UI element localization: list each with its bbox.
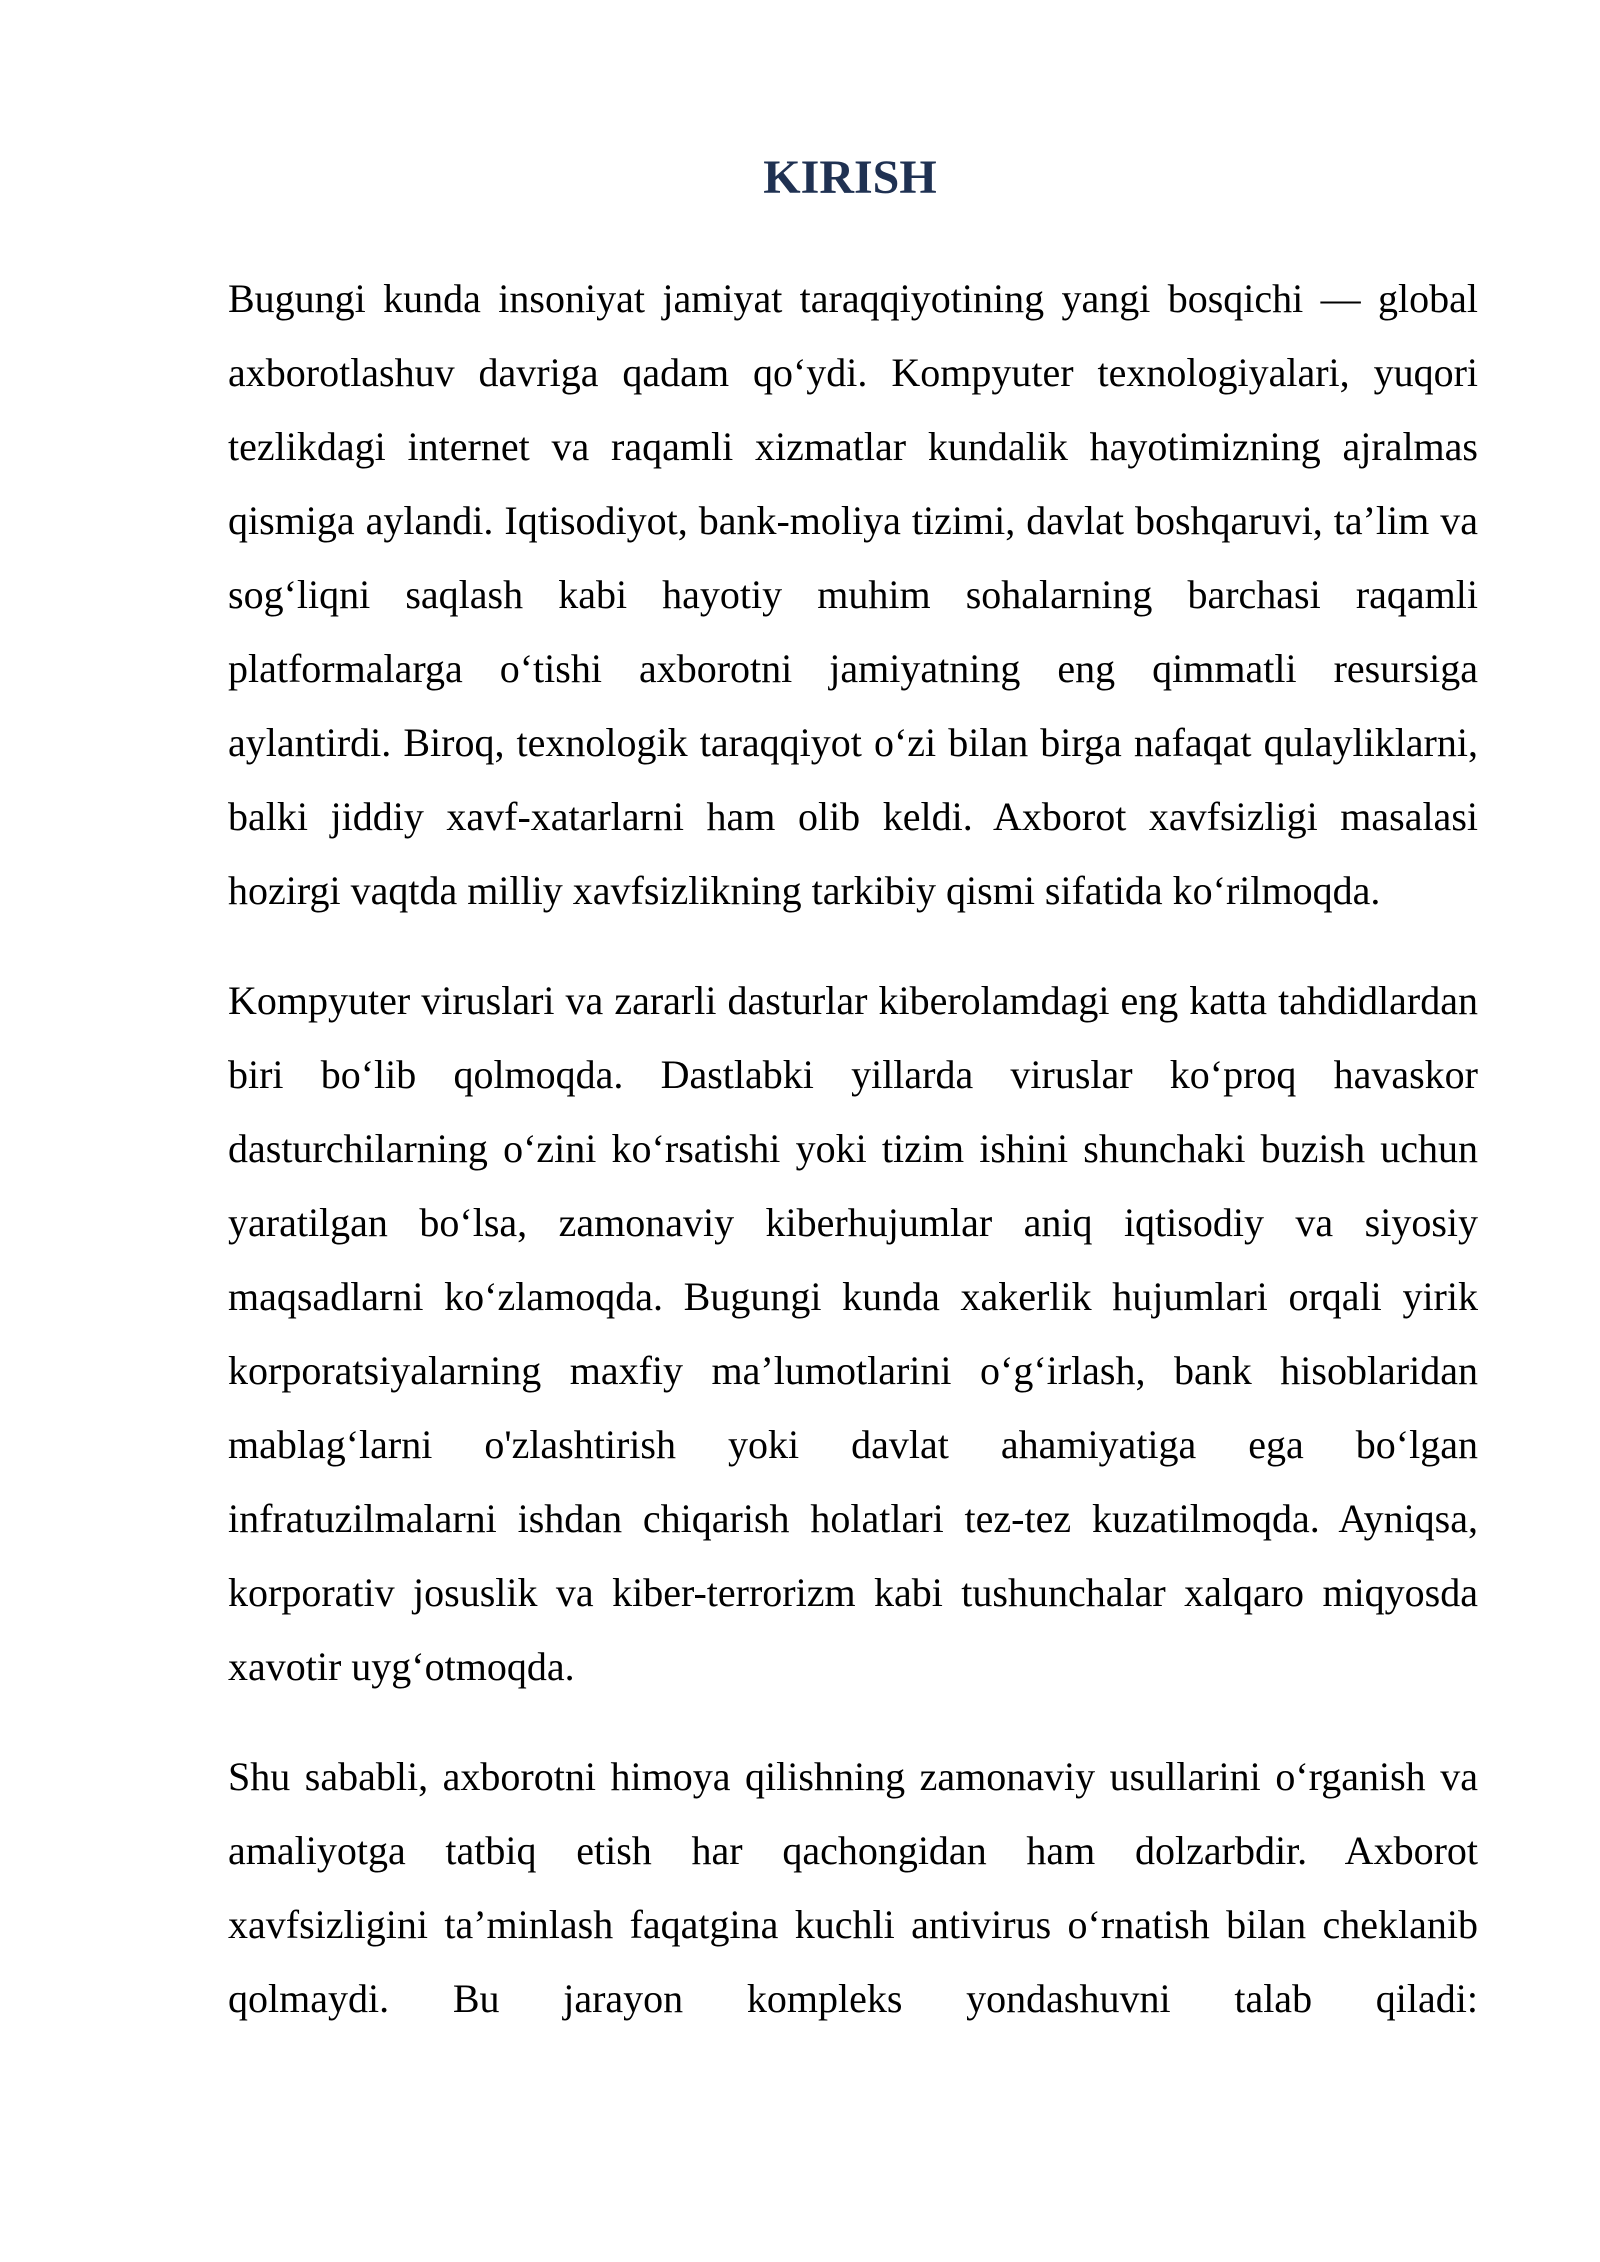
body-text: [228, 262, 1478, 2072]
paragraph-3: Shu sababli, axborotni himoya qilishning zamonaviy usullarini o‘rganish va amaliyotga tatbiq etish har qachongidan ham dolzarbdir. Axborot xavfsizligini ta’minlash faqatgina kuchli antivirus o‘rnatish bilan cheklanib qolmaydi. Bu jarayon kompleks yondashuvni talab qiladi:: [228, 1754, 1478, 2021]
paragraph-1: Bugungi kunda insoniyat jamiyat taraqqiyotining yangi bosqichi — global axborotlashuv davriga qadam qo‘ydi. Kompyuter texnologiyalari, yuqori tezlikdagi internet va raqamli xizmatlar kundalik hayotimizning ajralmas qismiga aylandi. Iqtisodiyot, bank-moliya tizimi, davlat boshqaruvi, ta’lim va sog‘liqni saqlash kabi hayotiy muhim sohalarning barchasi raqamli platformalarga o‘tishi axborotni jamiyatning eng qimmatli resursiga aylantirdi. Biroq, texnologik taraqqiyot o‘zi bilan birga nafaqat qulayliklarni, balki jiddiy xavf-xatarlarni ham olib keldi. Axborot xavfsizligi masalasi hozirgi vaqtda milliy xavfsizlikning tarkibiy qismi sifatida ko‘rilmoqda.: [228, 276, 1478, 913]
page-title: KIRISH: [763, 151, 937, 204]
paragraph-2: Kompyuter viruslari va zararli dasturlar kiberolamdagi eng katta tahdidlardan biri bo‘lib qolmoqda. Dastlabki yillarda viruslar ko‘proq havaskor dasturchilarning o‘zini ko‘rsatishi yoki tizim ishini shunchaki buzish uchun yaratilgan bo‘lsa, zamonaviy kiberhujumlar aniq iqtisodiy va siyosiy maqsadlarni ko‘zlamoqda. Bugungi kunda xakerlik hujumlari orqali yirik korporatsiyalarning maxfiy ma’lumotlarini o‘g‘irlash, bank hisoblaridan mablag‘larni o'zlashtirish yoki davlat ahamiyatiga ega bo‘lgan infratuzilmalarni ishdan chiqarish holatlari tez-tez kuzatilmoqda. Ayniqsa, korporativ josuslik va kiber-terrorizm kabi tushunchalar xalqaro miqyosda xavotir uyg‘otmoqda.: [228, 978, 1478, 1689]
